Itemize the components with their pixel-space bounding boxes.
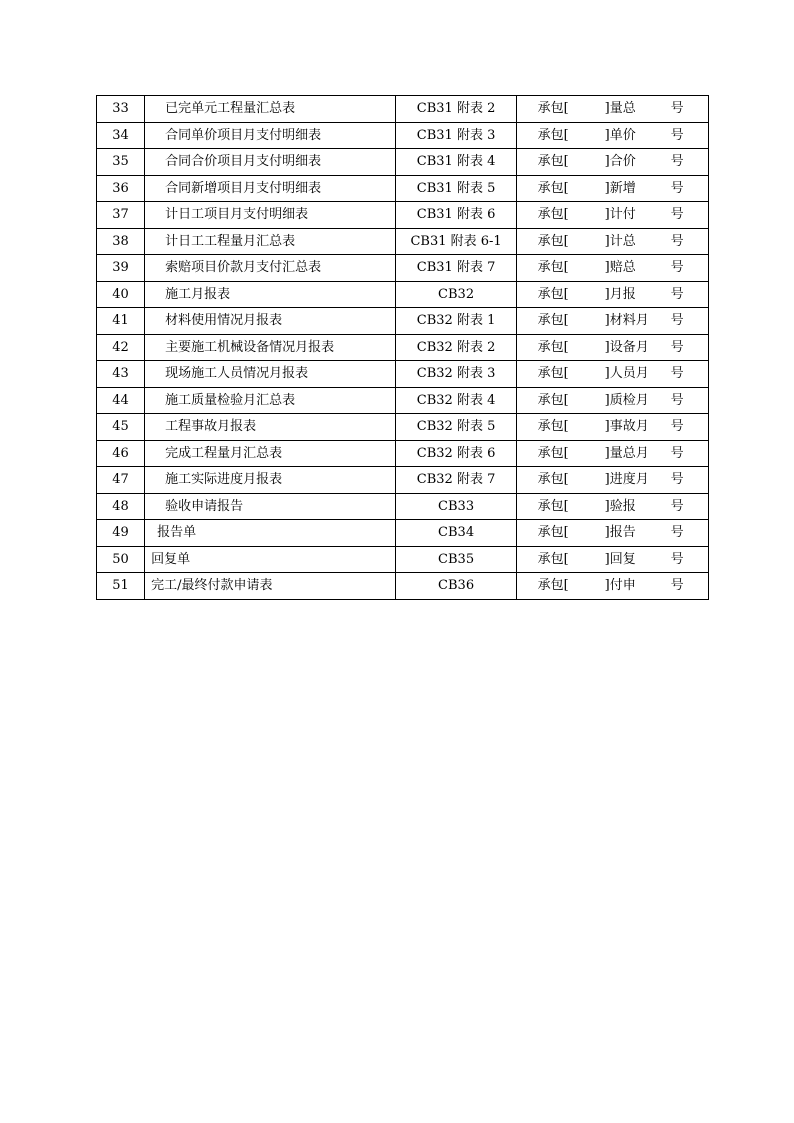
form-number-suffix: 号 xyxy=(670,525,684,541)
table-row xyxy=(97,175,709,202)
form-name-cell xyxy=(145,493,396,520)
form-code-cell: CB32 附表 5 xyxy=(396,414,516,441)
form-number-suffix: 号 xyxy=(670,154,684,170)
form-number-abbr: ]新增 xyxy=(604,180,636,196)
table-row xyxy=(97,96,709,123)
form-number-suffix: 号 xyxy=(670,445,684,461)
form-number-prefix: 承包[ xyxy=(537,154,569,170)
form-number-cell xyxy=(516,414,708,441)
row-number-cell: 50 xyxy=(97,546,145,573)
form-number-suffix: 号 xyxy=(670,339,684,355)
table-row xyxy=(97,149,709,176)
form-number-prefix: 承包[ xyxy=(537,551,569,567)
form-number-suffix: 号 xyxy=(670,127,684,143)
form-name-cell xyxy=(145,228,396,255)
form-name-text: 工程事故月报表 xyxy=(165,419,257,435)
form-code-cell: CB31 附表 2 xyxy=(396,96,516,123)
form-name-text: 报告单 xyxy=(157,525,197,541)
row-number-cell: 41 xyxy=(97,308,145,335)
form-code-cell: CB31 附表 4 xyxy=(396,149,516,176)
row-number-cell: 45 xyxy=(97,414,145,441)
form-code-cell: CB31 附表 5 xyxy=(396,175,516,202)
form-number-prefix: 承包[ xyxy=(537,498,569,514)
table-row xyxy=(97,281,709,308)
form-number-cell xyxy=(516,493,708,520)
form-number-suffix: 号 xyxy=(670,180,684,196)
row-number-cell: 42 xyxy=(97,334,145,361)
form-number-abbr: ]单价 xyxy=(604,127,636,143)
form-number-prefix: 承包[ xyxy=(537,339,569,355)
form-number-prefix: 承包[ xyxy=(537,260,569,276)
form-name-cell xyxy=(145,361,396,388)
form-number-cell xyxy=(516,175,708,202)
form-name-cell xyxy=(145,546,396,573)
form-number-suffix: 号 xyxy=(670,207,684,223)
form-number-suffix: 号 xyxy=(670,286,684,302)
form-code-cell: CB33 xyxy=(396,493,516,520)
row-number-cell: 33 xyxy=(97,96,145,123)
row-number-cell: 44 xyxy=(97,387,145,414)
table-row xyxy=(97,202,709,229)
form-name-text: 计日工项目月支付明细表 xyxy=(165,207,309,223)
form-name-text: 完工/最终付款申请表 xyxy=(151,578,273,594)
form-number-cell xyxy=(516,122,708,149)
form-number-cell xyxy=(516,281,708,308)
form-number-prefix: 承包[ xyxy=(537,127,569,143)
form-name-text: 验收申请报告 xyxy=(165,498,244,514)
form-number-cell xyxy=(516,520,708,547)
table-row xyxy=(97,361,709,388)
form-code-cell: CB31 附表 7 xyxy=(396,255,516,282)
table-row xyxy=(97,520,709,547)
form-name-cell xyxy=(145,440,396,467)
form-name-text: 施工月报表 xyxy=(165,286,231,302)
row-number-cell: 39 xyxy=(97,255,145,282)
form-number-cell xyxy=(516,202,708,229)
form-name-text: 索赔项目价款月支付汇总表 xyxy=(165,260,322,276)
form-name-cell xyxy=(145,255,396,282)
form-code-cell: CB32 附表 4 xyxy=(396,387,516,414)
form-name-cell xyxy=(145,467,396,494)
table-row xyxy=(97,228,709,255)
form-number-cell xyxy=(516,149,708,176)
table-row xyxy=(97,573,709,600)
row-number-cell: 34 xyxy=(97,122,145,149)
form-number-prefix: 承包[ xyxy=(537,419,569,435)
form-code-cell: CB32 附表 6 xyxy=(396,440,516,467)
form-number-suffix: 号 xyxy=(670,233,684,249)
form-number-cell xyxy=(516,573,708,600)
table-row xyxy=(97,308,709,335)
form-number-cell xyxy=(516,228,708,255)
form-code-cell: CB32 附表 2 xyxy=(396,334,516,361)
form-number-suffix: 号 xyxy=(670,472,684,488)
form-number-suffix: 号 xyxy=(670,498,684,514)
form-number-abbr: ]报告 xyxy=(604,525,636,541)
form-code-cell: CB36 xyxy=(396,573,516,600)
form-name-cell xyxy=(145,281,396,308)
form-number-suffix: 号 xyxy=(670,392,684,408)
form-number-abbr: ]计付 xyxy=(604,207,636,223)
form-number-abbr: ]赔总 xyxy=(604,260,636,276)
row-number-cell: 47 xyxy=(97,467,145,494)
table-row xyxy=(97,414,709,441)
form-name-text: 施工实际进度月报表 xyxy=(165,472,283,488)
form-name-cell xyxy=(145,96,396,123)
form-number-abbr: ]质检月 xyxy=(604,392,649,408)
form-number-abbr: ]量总 xyxy=(604,101,636,117)
form-code-cell: CB32 附表 1 xyxy=(396,308,516,335)
form-number-suffix: 号 xyxy=(670,101,684,117)
form-number-prefix: 承包[ xyxy=(537,180,569,196)
form-name-text: 现场施工人员情况月报表 xyxy=(165,366,309,382)
row-number-cell: 35 xyxy=(97,149,145,176)
form-number-cell xyxy=(516,334,708,361)
form-number-cell xyxy=(516,387,708,414)
form-number-cell xyxy=(516,255,708,282)
form-number-abbr: ]量总月 xyxy=(604,445,649,461)
form-number-prefix: 承包[ xyxy=(537,578,569,594)
form-number-suffix: 号 xyxy=(670,551,684,567)
form-name-text: 计日工工程量月汇总表 xyxy=(165,233,296,249)
form-number-prefix: 承包[ xyxy=(537,472,569,488)
form-name-cell xyxy=(145,175,396,202)
form-number-abbr: ]材料月 xyxy=(604,313,649,329)
form-number-suffix: 号 xyxy=(670,419,684,435)
form-code-cell: CB31 附表 6-1 xyxy=(396,228,516,255)
form-code-cell: CB31 附表 6 xyxy=(396,202,516,229)
form-name-text: 完成工程量月汇总表 xyxy=(165,445,283,461)
form-name-cell xyxy=(145,573,396,600)
form-name-cell xyxy=(145,387,396,414)
form-number-abbr: ]验报 xyxy=(604,498,636,514)
form-number-abbr: ]设备月 xyxy=(604,339,649,355)
table-row xyxy=(97,122,709,149)
form-number-prefix: 承包[ xyxy=(537,286,569,302)
form-name-cell xyxy=(145,334,396,361)
form-name-text: 合同新增项目月支付明细表 xyxy=(165,180,322,196)
table-row xyxy=(97,546,709,573)
form-number-suffix: 号 xyxy=(670,366,684,382)
form-code-cell: CB31 附表 3 xyxy=(396,122,516,149)
form-number-prefix: 承包[ xyxy=(537,525,569,541)
row-number-cell: 48 xyxy=(97,493,145,520)
form-number-abbr: ]事故月 xyxy=(604,419,649,435)
form-name-cell xyxy=(145,149,396,176)
form-number-cell xyxy=(516,546,708,573)
row-number-cell: 36 xyxy=(97,175,145,202)
form-number-abbr: ]回复 xyxy=(604,551,636,567)
form-number-prefix: 承包[ xyxy=(537,313,569,329)
form-name-text: 主要施工机械设备情况月报表 xyxy=(165,339,335,355)
form-number-suffix: 号 xyxy=(670,313,684,329)
form-code-cell: CB32 xyxy=(396,281,516,308)
form-code-cell: CB32 附表 7 xyxy=(396,467,516,494)
form-number-prefix: 承包[ xyxy=(537,445,569,461)
table-row xyxy=(97,334,709,361)
row-number-cell: 51 xyxy=(97,573,145,600)
form-code-cell: CB32 附表 3 xyxy=(396,361,516,388)
form-number-cell xyxy=(516,467,708,494)
row-number-cell: 43 xyxy=(97,361,145,388)
form-number-abbr: ]计总 xyxy=(604,233,636,249)
form-name-text: 已完单元工程量汇总表 xyxy=(165,101,296,117)
form-name-cell xyxy=(145,520,396,547)
form-name-cell xyxy=(145,122,396,149)
form-name-text: 回复单 xyxy=(151,551,191,567)
form-number-cell xyxy=(516,96,708,123)
row-number-cell: 40 xyxy=(97,281,145,308)
form-number-prefix: 承包[ xyxy=(537,233,569,249)
table-row xyxy=(97,440,709,467)
row-number-cell: 37 xyxy=(97,202,145,229)
form-number-abbr: ]付申 xyxy=(604,578,636,594)
form-number-prefix: 承包[ xyxy=(537,207,569,223)
table-row xyxy=(97,493,709,520)
table-row xyxy=(97,387,709,414)
form-name-text: 施工质量检验月汇总表 xyxy=(165,392,296,408)
form-number-abbr: ]人员月 xyxy=(604,366,649,382)
form-number-suffix: 号 xyxy=(670,578,684,594)
form-number-abbr: ]月报 xyxy=(604,286,636,302)
form-number-suffix: 号 xyxy=(670,260,684,276)
table-body xyxy=(97,96,709,600)
form-name-cell xyxy=(145,202,396,229)
form-name-cell xyxy=(145,414,396,441)
row-number-cell: 38 xyxy=(97,228,145,255)
form-number-abbr: ]进度月 xyxy=(604,472,649,488)
form-code-cell: CB34 xyxy=(396,520,516,547)
table-row xyxy=(97,467,709,494)
form-number-cell xyxy=(516,308,708,335)
table-row xyxy=(97,255,709,282)
form-name-cell xyxy=(145,308,396,335)
form-number-prefix: 承包[ xyxy=(537,101,569,117)
row-number-cell: 46 xyxy=(97,440,145,467)
form-number-cell xyxy=(516,361,708,388)
form-name-text: 材料使用情况月报表 xyxy=(165,313,283,329)
row-number-cell: 49 xyxy=(97,520,145,547)
form-number-cell xyxy=(516,440,708,467)
form-name-text: 合同单价项目月支付明细表 xyxy=(165,127,322,143)
form-code-cell: CB35 xyxy=(396,546,516,573)
form-list-table xyxy=(96,95,709,600)
form-name-text: 合同合价项目月支付明细表 xyxy=(165,154,322,170)
form-number-prefix: 承包[ xyxy=(537,392,569,408)
form-number-abbr: ]合价 xyxy=(604,154,636,170)
form-number-prefix: 承包[ xyxy=(537,366,569,382)
